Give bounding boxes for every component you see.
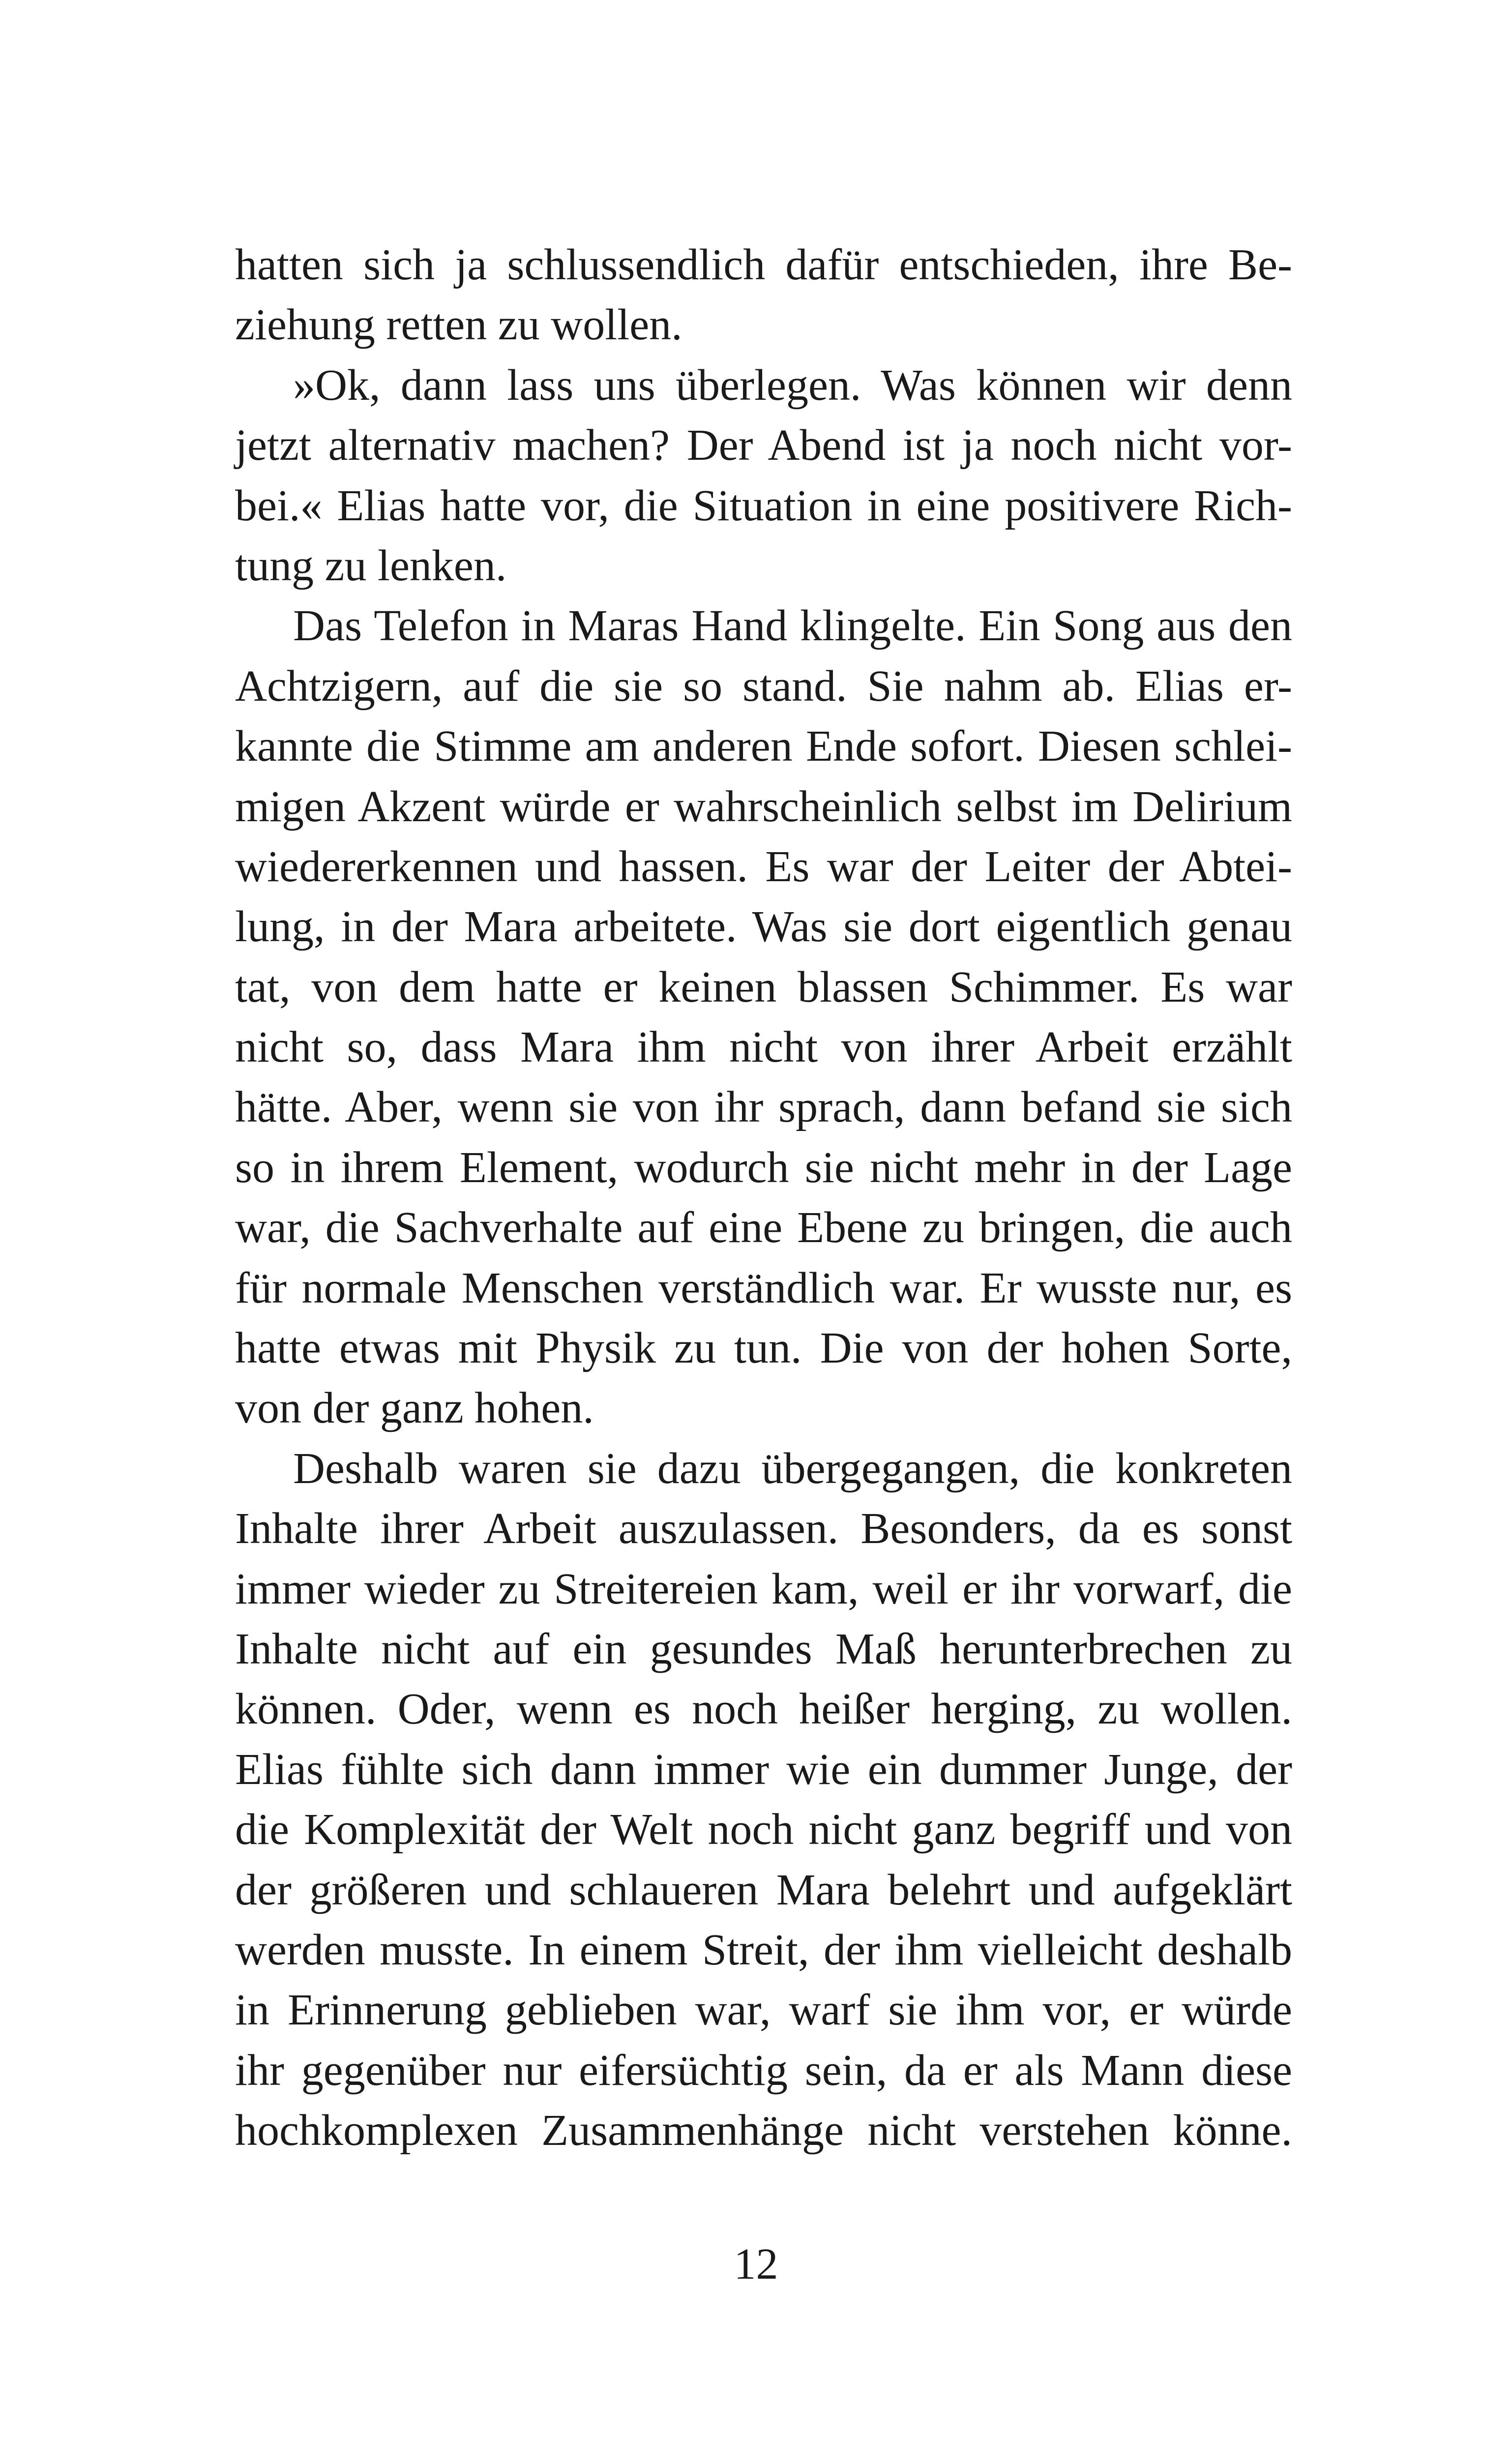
body-text bbox=[235, 235, 1292, 2161]
text-line: hätte. Aber, wenn sie von ihr sprach, dann befand sie sich bbox=[235, 1083, 1292, 1132]
text-line: so in ihrem Element, wodurch sie nicht mehr in der Lage bbox=[235, 1143, 1292, 1192]
text-line: von der ganz hohen. bbox=[235, 1384, 594, 1433]
text-line: bei.« Elias hatte vor, die Situation in eine positivere Rich- bbox=[235, 481, 1292, 530]
text-line: tat, von dem hatte er keinen blassen Schimmer. Es war bbox=[235, 962, 1292, 1011]
text-line: werden musste. In einem Streit, der ihm vielleicht deshalb bbox=[235, 1925, 1292, 1974]
text-line: für normale Menschen verständlich war. Er wusste nur, es bbox=[235, 1263, 1292, 1312]
text-line: Inhalte nicht auf ein gesundes Maß herunterbrechen zu bbox=[235, 1624, 1292, 1673]
text-line: hochkomplexen Zusammenhänge nicht verstehen könne. bbox=[235, 2106, 1292, 2155]
text-line: ihr gegenüber nur eifersüchtig sein, da er als Mann diese bbox=[235, 2046, 1292, 2095]
text-line: Inhalte ihrer Arbeit auszulassen. Besonders, da es sonst bbox=[235, 1504, 1292, 1553]
text-line: war, die Sachverhalte auf eine Ebene zu bringen, die auch bbox=[235, 1203, 1292, 1252]
text-line: wiedererkennen und hassen. Es war der Leiter der Abtei- bbox=[235, 842, 1292, 891]
text-line: Achtzigern, auf die sie so stand. Sie nahm ab. Elias er- bbox=[235, 661, 1292, 711]
text-line: der größeren und schlaueren Mara belehrt und aufgeklärt bbox=[235, 1865, 1292, 1914]
text-line: Das Telefon in Maras Hand klingelte. Ein Song aus den bbox=[293, 601, 1292, 651]
text-line: hatten sich ja schlussendlich dafür entschieden, ihre Be- bbox=[235, 240, 1292, 289]
text-line: immer wieder zu Streitereien kam, weil er ihr vorwarf, die bbox=[235, 1564, 1292, 1613]
text-line: Deshalb waren sie dazu übergegangen, die konkreten bbox=[293, 1444, 1292, 1493]
text-line: lung, in der Mara arbeitete. Was sie dort eigentlich genau bbox=[235, 902, 1292, 951]
text-line: tung zu lenken. bbox=[235, 541, 507, 590]
text-line: Elias fühlte sich dann immer wie ein dummer Junge, der bbox=[235, 1745, 1292, 1794]
text-line: nicht so, dass Mara ihm nicht von ihrer Arbeit erzählt bbox=[235, 1023, 1292, 1072]
text-line: hatte etwas mit Physik zu tun. Die von der hohen Sorte, bbox=[235, 1324, 1292, 1373]
text-line: in Erinnerung geblieben war, warf sie ihm vor, er würde bbox=[235, 1986, 1292, 2035]
text-line: kannte die Stimme am anderen Ende sofort. Diesen schlei- bbox=[235, 722, 1292, 771]
text-line: migen Akzent würde er wahrscheinlich selbst im Delirium bbox=[235, 782, 1292, 831]
text-line: die Komplexität der Welt noch nicht ganz begriff und von bbox=[235, 1805, 1292, 1854]
text-line: ziehung retten zu wollen. bbox=[235, 300, 682, 350]
text-line: können. Oder, wenn es noch heißer herging, zu wollen. bbox=[235, 1685, 1292, 1734]
text-line: jetzt alternativ machen? Der Abend ist ja noch nicht vor- bbox=[235, 421, 1292, 470]
page-number: 12 bbox=[734, 2240, 778, 2289]
text-line: »Ok, dann lass uns überlegen. Was können wir denn bbox=[293, 360, 1292, 410]
